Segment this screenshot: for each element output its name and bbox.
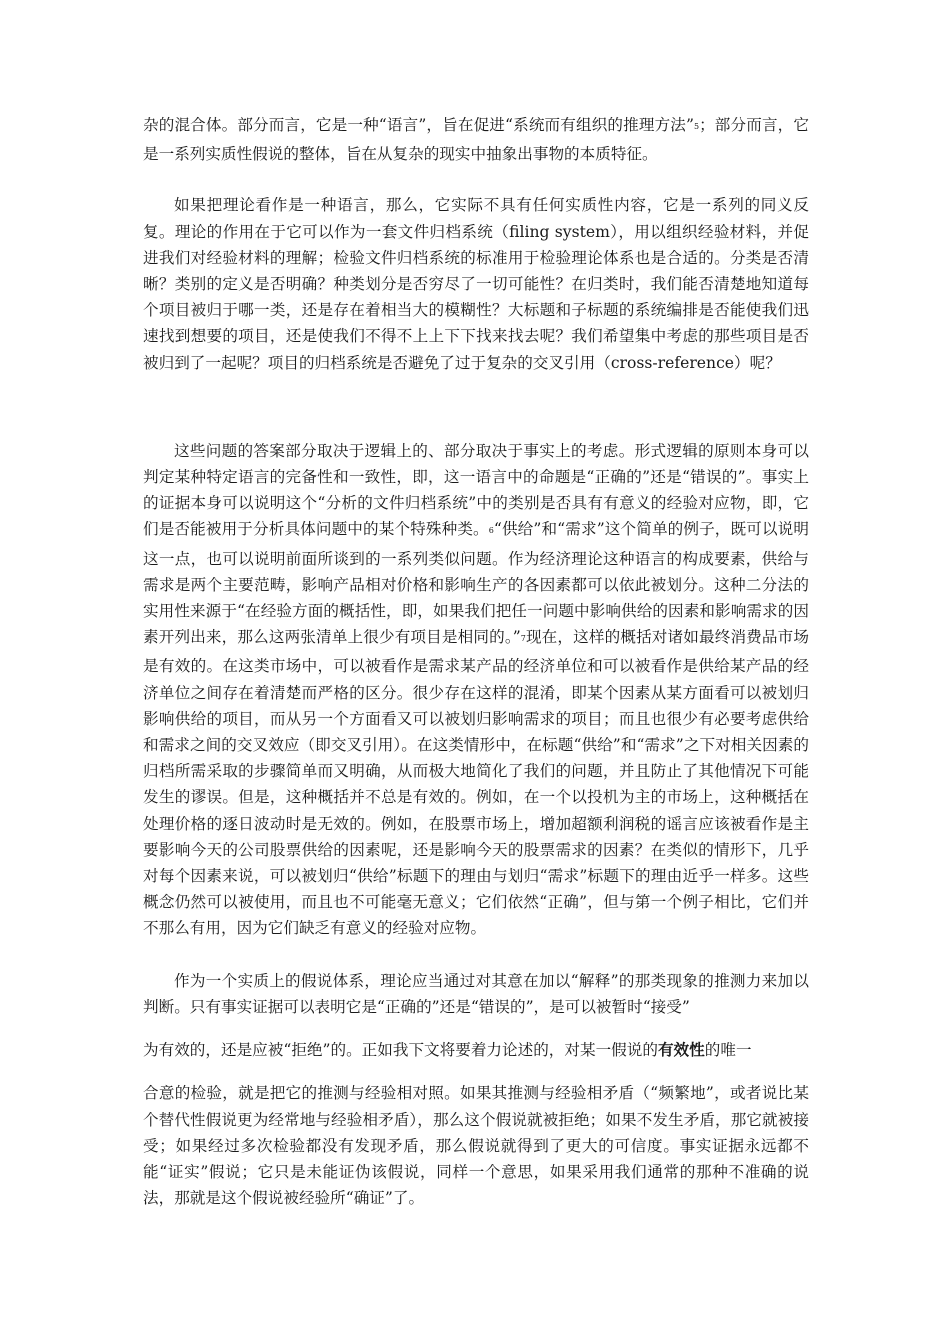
paragraph-4-part-2 [143, 1037, 809, 1063]
footnote-marker-6[interactable]: 6 [488, 526, 494, 536]
paragraph-3-text-c: 现在，这样的概括对诸如最终消费品市场是有效的。在这类市场中，可以被看作是需求某产品的经济单位和可以被看作是供给某产品的经济单位之间存在着清楚而严格的区分。很少存在这样的混淆，即某个因素从某方面看可以被划归影响供给的项目，而从另一个方面看又可以被划归影响需求的项目；而且也很少有必要考虑供给和需求之间的交叉效应（即交叉引用）。在这类情形中，在标题“供给”和“需求”之下对相关因素的归档所需采取的步骤简单而又明确，从而极大地简化了我们的问题，并且防止了其他情况下可能发生的谬误。但是，这种概括并不总是有效的。例如，在一个以投机为主的市场上，这种概括在处理价格的逐日波动时是无效的。例如，在股票市场上，增加超额利润税的谣言应该被看作是主要影响今天的公司股票供给的因素呢，还是影响今天的股票需求的因素？在类似的情形下，几乎对每个因素来说，可以被划归“供给”标题下的理由与划归“需求”标题下的理由近乎一样多。这些概念仍然可以被使用，而且也不可能毫无意义；它们依然“正确”，但与第一个例子相比，它们并不那么有用，因为它们缺乏有意义的经验对应物。 [143, 628, 809, 938]
paragraph-4-text-a: 为有效的，还是应被“拒绝”的。正如我下文将要着力论述的，对某一假说的 [143, 1041, 658, 1060]
paragraph-3 [143, 438, 809, 942]
paragraph-3-text-a: 这些问题的答案部分取决于逻辑上的、部分取决于事实上的考虑。形式逻辑的原则本身可以判定某种特定语言的完备性和一致性，即，这一语言中的命题是“正确的”还是“错误的”。事实上的证据本身可以说明这个“分析的文件归档系统”中的类别是否具有有意义的经验对应物，即，它们是否能被用于分析具体问题中的某个特殊种类。 [143, 441, 809, 539]
document-page [143, 112, 809, 1211]
paragraph-4-part-3: 合意的检验，就是把它的推测与经验相对照。如果其推测与经验相矛盾（“频繁地”，或者说比某个替代性假说更为经常地与经验相矛盾），那么这个假说就被拒绝；如果不发生矛盾，那它就被接受；如果经过多次检验都没有发现矛盾，那么假说就得到了更大的可信度。事实证据永远都不能“证实”假说；它只是未能证伪该假说，同样一个意思，如果采用我们通常的那种不准确的说法，那就是这个假说被经验所“确证”了。 [143, 1084, 809, 1208]
paragraph-4-part-1: 作为一个实质上的假说体系，理论应当通过对其意在加以“解释”的那类现象的推测力来加以判断。只有事实证据可以表明它是“正确的”还是“错误的”，是可以被暂时“接受” [143, 971, 809, 1016]
paragraph-2: 如果把理论看作是一种语言，那么，它实际不具有任何实质性内容，它是一系列的同义反复。理论的作用在于它可以作为一套文件归档系统（filing system），用以组织经验材料，并促进我们对经验材料的理解；检验文件归档系统的标准用于检验理论体系也是合适的。分类是否清晰？类别的定义是否明确？种类划分是否穷尽了一切可能性？在归类时，我们能否清楚地知道每个项目被归于哪一类，还是存在着相当大的模糊性？大标题和子标题的系统编排是否能使我们迅速找到想要的项目，还是使我们不得不上上下下找来找去呢？我们希望集中考虑的那些项目是否被归到了一起呢？项目的归档系统是否避免了过于复杂的交叉引用（cross-reference）呢？ [143, 196, 809, 372]
footnote-marker-7[interactable]: 7 [520, 634, 526, 644]
paragraph-3-text-b: “供给”和“需求”这个简单的例子，既可以说明这一点，也可以说明前面所谈到的一系列类似问题。作为经济理论这种语言的构成要素，供给与需求是两个主要范畴，影响产品相对价格和影响生产的各因素都可以依此被划分。这种二分法的实用性来源于“在经验方面的概括性，即，如果我们把任一问题中影响供给的因素和影响需求的因素开列出来，那么这两张清单上很少有项目是相同的。” [143, 520, 809, 647]
paragraph-1 [143, 112, 809, 167]
paragraph-1-text-rest: ；部分而言，它是一系列实质性假说的整体，旨在从复杂的现实中抽象出事物的本质特征。 [143, 116, 809, 164]
footnote-marker-5[interactable]: 5 [693, 122, 700, 131]
paragraph-4-text-b: 的唯一 [704, 1041, 752, 1060]
paragraph-1-text: 杂的混合体。部分而言，它是一种“语言”，旨在促进“系统而有组织的推理方法” [143, 116, 694, 134]
validity-term: 有效性 [657, 1041, 705, 1060]
